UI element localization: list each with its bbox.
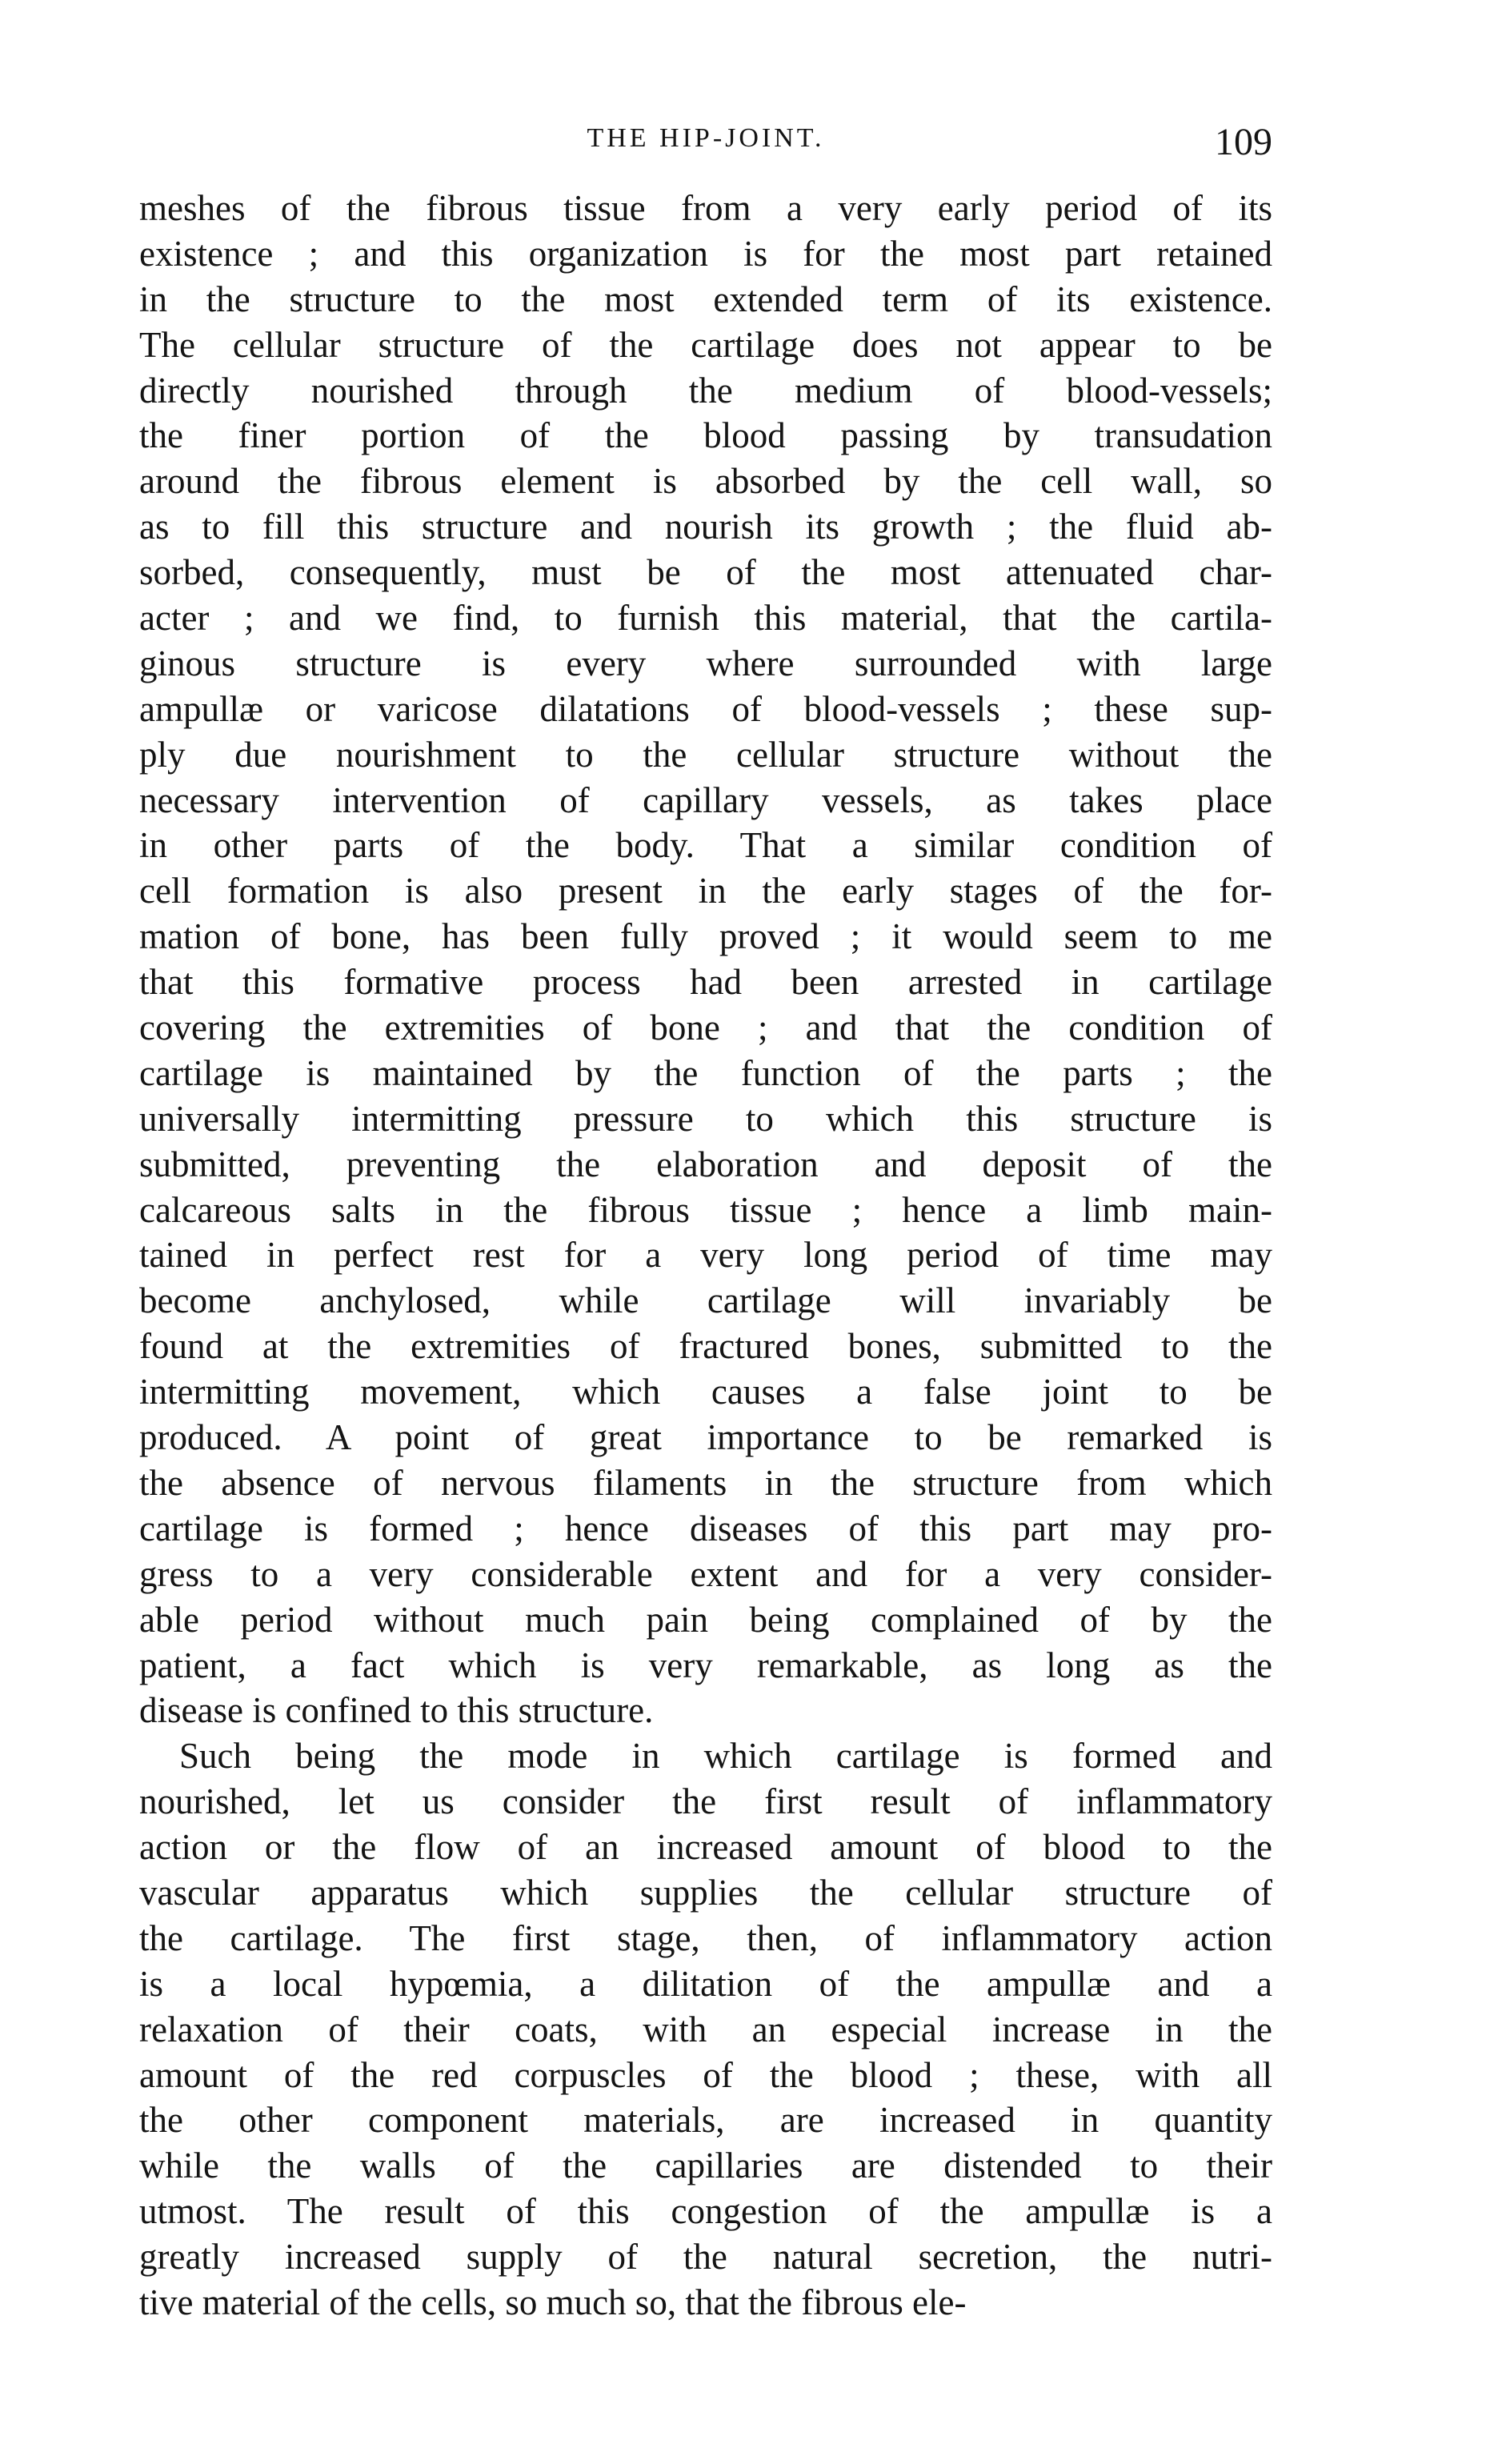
text-line: action or the flow of an increased amount of blood to the [139, 1827, 1272, 1868]
text-line: relaxation of their coats, with an especial increase in the [139, 2009, 1272, 2049]
text-line: able period without much pain being complained of by the [139, 1599, 1272, 1640]
text-line: become anchylosed, while cartilage will invariably be [139, 1280, 1272, 1321]
text-line: ampullæ or varicose dilatations of blood-vessels ; these sup- [139, 688, 1272, 729]
running-title: THE HIP-JOINT. [587, 123, 825, 153]
text-line: ginous structure is every where surrounded with large [139, 643, 1272, 683]
text-line: The cellular structure of the cartilage does not appear to be [139, 324, 1272, 365]
text-line: tained in perfect rest for a very long period of time may [139, 1235, 1272, 1276]
text-line: utmost. The result of this congestion of the ampullæ is a [139, 2191, 1272, 2232]
text-line: gress to a very considerable extent and for a very consider- [139, 1553, 1272, 1594]
text-line: that this formative process had been arrested in cartilage [139, 962, 1272, 1003]
text-line: cartilage is formed ; hence diseases of this part may pro- [139, 1508, 1272, 1549]
text-line: Such being the mode in which cartilage is formed and [179, 1736, 1272, 1777]
text-line: cell formation is also present in the early stages of the for- [139, 871, 1272, 911]
paragraph-2 [139, 1733, 1272, 2326]
text-line: vascular apparatus which supplies the cellular structure of [139, 1872, 1272, 1913]
page-number: 109 [1215, 121, 1272, 163]
text-line: mation of bone, has been fully proved ; it would seem to me [139, 916, 1272, 957]
text-line: universally intermitting pressure to which this structure is [139, 1098, 1272, 1139]
running-head [139, 120, 1272, 168]
text-line: around the fibrous element is absorbed by the cell wall, so [139, 461, 1272, 502]
text-line: calcareous salts in the fibrous tissue ; hence a limb main- [139, 1189, 1272, 1230]
text-line: the absence of nervous filaments in the structure from which [139, 1462, 1272, 1503]
text-line: the other component materials, are increased in quantity [139, 2100, 1272, 2141]
text-line: greatly increased supply of the natural secretion, the nutri- [139, 2237, 1272, 2278]
text-line: tive material of the cells, so much so, that the fibrous ele- [139, 2282, 967, 2322]
text-line: meshes of the fibrous tissue from a very early period of its [139, 188, 1272, 228]
text-line: sorbed, consequently, must be of the most attenuated char- [139, 552, 1272, 593]
text-line: as to fill this structure and nourish its growth ; the fluid ab- [139, 507, 1272, 547]
text-line: directly nourished through the medium of blood-vessels; [139, 370, 1272, 411]
body-text [139, 186, 1272, 2326]
text-line: cartilage is maintained by the function of the parts ; the [139, 1052, 1272, 1093]
text-line: amount of the red corpuscles of the blood ; these, with all [139, 2054, 1272, 2095]
text-line: found at the extremities of fractured bones, submitted to the [139, 1326, 1272, 1367]
text-line: ply due nourishment to the cellular structure without the [139, 734, 1272, 775]
text-line: existence ; and this organization is for the most part retained [139, 233, 1272, 274]
paragraph-1 [139, 186, 1272, 1733]
text-line: intermitting movement, which causes a false joint to be [139, 1372, 1272, 1412]
text-line: nourished, let us consider the first result of inflammatory [139, 1781, 1272, 1822]
text-line: disease is confined to this structure. [139, 1690, 654, 1731]
text-line: is a local hypœmia, a dilitation of the ampullæ and a [139, 1963, 1272, 2004]
text-line: the finer portion of the blood passing by transudation [139, 415, 1272, 456]
text-line: covering the extremities of bone ; and that the condition of [139, 1008, 1272, 1048]
text-line: in other parts of the body. That a similar condition of [139, 825, 1272, 866]
text-line: the cartilage. The first stage, then, of inflammatory action [139, 1917, 1272, 1958]
text-line: submitted, preventing the elaboration and deposit of the [139, 1144, 1272, 1184]
text-line: produced. A point of great importance to be remarked is [139, 1417, 1272, 1458]
text-line: acter ; and we find, to furnish this material, that the cartila- [139, 598, 1272, 639]
text-line: while the walls of the capillaries are distended to their [139, 2145, 1272, 2186]
text-line: in the structure to the most extended term of its existence. [139, 278, 1272, 319]
text-line: patient, a fact which is very remarkable, as long as the [139, 1645, 1272, 1685]
text-line: necessary intervention of capillary vessels, as takes place [139, 779, 1272, 820]
